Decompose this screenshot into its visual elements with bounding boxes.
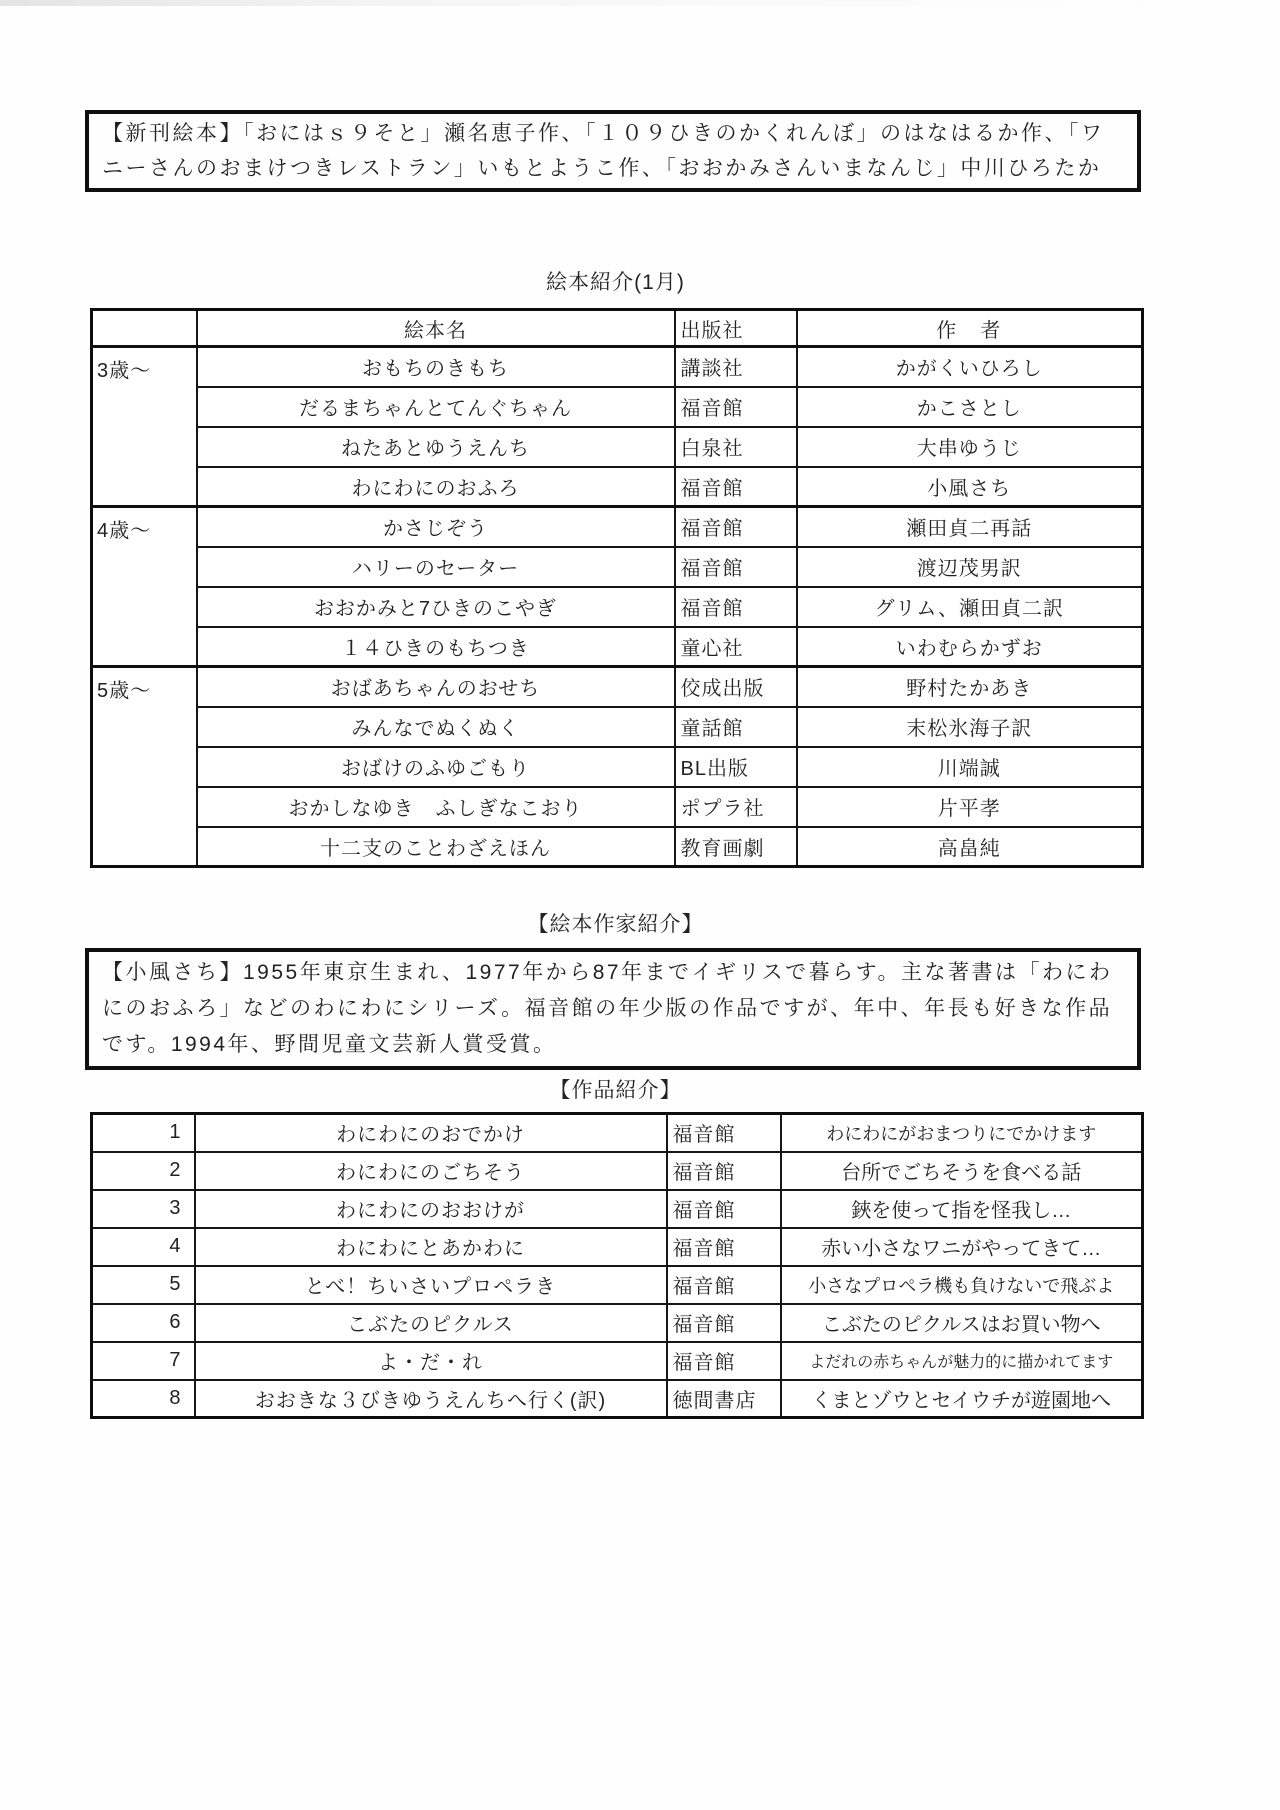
table-row [92, 707, 1143, 747]
table-row [92, 1228, 1143, 1266]
publisher-cell: 福音館 [675, 507, 797, 547]
row-number-cell: 8 [92, 1380, 195, 1418]
author-bio-box: 【小風さち】1955年東京生まれ、1977年から87年までイギリスで暮らす。主な著書は「わにわにのおふろ」などのわにわにシリーズ。福音館の年少版の作品ですが、年中、年長も好きな作品です。1994年、野間児童文芸新人賞受賞。 [85, 948, 1141, 1070]
table-row [92, 827, 1143, 867]
book-title-cell: かさじぞう [197, 507, 675, 547]
publisher-header: 出版社 [675, 310, 797, 347]
publisher-cell: 福音館 [675, 387, 797, 427]
publisher-cell: 徳間書店 [667, 1380, 781, 1418]
publisher-cell: 福音館 [667, 1342, 781, 1380]
table-row [92, 1190, 1143, 1228]
book-title-cell: よ・だ・れ [195, 1342, 667, 1380]
description-cell: くまとゾウとセイウチが遊園地へ [781, 1380, 1143, 1418]
age-group-cell: 3歳〜 [92, 347, 197, 507]
author-cell: 野村たかあき [797, 667, 1143, 707]
book-title-cell: 十二支のことわざえほん [197, 827, 675, 867]
table-row [92, 1304, 1143, 1342]
author-cell: 小風さち [797, 467, 1143, 507]
table-row [92, 787, 1143, 827]
table-row [92, 387, 1143, 427]
publisher-cell: 福音館 [667, 1114, 781, 1152]
author-header: 作 者 [797, 310, 1143, 347]
author-cell: 川端誠 [797, 747, 1143, 787]
book-name-header: 絵本名 [197, 310, 675, 347]
author-cell: 高畠純 [797, 827, 1143, 867]
scan-artifact-top [0, 0, 1280, 6]
author-cell: かがくいひろし [797, 347, 1143, 387]
book-title-cell: わにわにとあかわに [195, 1228, 667, 1266]
publisher-cell: 白泉社 [675, 427, 797, 467]
book-title-cell: だるまちゃんとてんぐちゃん [197, 387, 675, 427]
description-cell: こぶたのピクルスはお買い物へ [781, 1304, 1143, 1342]
table-row [92, 427, 1143, 467]
publisher-cell: 福音館 [675, 547, 797, 587]
book-title-cell: １４ひきのもちつき [197, 627, 675, 667]
row-number-cell: 6 [92, 1304, 195, 1342]
book-title-cell: おもちのきもち [197, 347, 675, 387]
book-title-cell: わにわにのごちそう [195, 1152, 667, 1190]
ehon-table-title: 絵本紹介(1月) [546, 271, 685, 294]
table-row [92, 747, 1143, 787]
book-title-cell: こぶたのピクルス [195, 1304, 667, 1342]
book-title-cell: おばけのふゆごもり [197, 747, 675, 787]
book-title-cell: おかしなゆき ふしぎなこおり [197, 787, 675, 827]
publisher-cell: 福音館 [667, 1228, 781, 1266]
book-title-cell: わにわにのおでかけ [195, 1114, 667, 1152]
publisher-cell: 童話館 [675, 707, 797, 747]
table-row [92, 587, 1143, 627]
author-cell: 大串ゆうじ [797, 427, 1143, 467]
publisher-cell: 教育画劇 [675, 827, 797, 867]
publisher-cell: 講談社 [675, 347, 797, 387]
table-header-row [92, 310, 1143, 347]
description-cell: 台所でごちそうを食べる話 [781, 1152, 1143, 1190]
age-header-cell [92, 310, 197, 347]
book-title-cell: ねたあとゆうえんち [197, 427, 675, 467]
age-group-cell: 5歳〜 [92, 667, 197, 867]
description-cell: よだれの赤ちゃんが魅力的に描かれてます [781, 1342, 1143, 1380]
author-cell: 片平孝 [797, 787, 1143, 827]
works-table [90, 1112, 1144, 1419]
publisher-cell: ポプラ社 [675, 787, 797, 827]
table-row [92, 1380, 1143, 1418]
book-title-cell: とべ！ちいさいプロペラき [195, 1266, 667, 1304]
publisher-cell: 福音館 [675, 467, 797, 507]
row-number-cell: 3 [92, 1190, 195, 1228]
description-cell: 小さなプロペラ機も負けないで飛ぶよ [781, 1266, 1143, 1304]
author-cell: 瀬田貞二再話 [797, 507, 1143, 547]
table-row [92, 627, 1143, 667]
row-number-cell: 5 [92, 1266, 195, 1304]
publisher-cell: 童心社 [675, 627, 797, 667]
row-number-cell: 4 [92, 1228, 195, 1266]
row-number-cell: 1 [92, 1114, 195, 1152]
age-group-cell: 4歳〜 [92, 507, 197, 667]
book-title-cell: おばあちゃんのおせち [197, 667, 675, 707]
new-books-box: 【新刊絵本】「おにはｓ９そと」瀬名恵子作、「１０９ひきのかくれんぼ」のはなはるか作、「ワニーさんのおまけつきレストラン」いもとようこ作、「おおかみさんいまなんじ」中川ひろたか [85, 110, 1141, 192]
table-row [92, 547, 1143, 587]
author-cell: 末松氷海子訳 [797, 707, 1143, 747]
publisher-cell: 佼成出版 [675, 667, 797, 707]
author-cell: 渡辺茂男訳 [797, 547, 1143, 587]
book-title-cell: ハリーのセーター [197, 547, 675, 587]
description-cell: わにわにがおまつりにでかけます [781, 1114, 1143, 1152]
book-title-cell: わにわにのおふろ [197, 467, 675, 507]
table-row [92, 467, 1143, 507]
book-title-cell: おおきな３びきゆうえんちへ行く(訳) [195, 1380, 667, 1418]
publisher-cell: 福音館 [667, 1304, 781, 1342]
works-section-title: 【作品紹介】 [549, 1079, 682, 1102]
table-row [92, 347, 1143, 387]
author-cell: グリム、瀬田貞二訳 [797, 587, 1143, 627]
book-title-cell: おおかみと7ひきのこやぎ [197, 587, 675, 627]
publisher-cell: 福音館 [667, 1266, 781, 1304]
author-cell: かこさとし [797, 387, 1143, 427]
ehon-intro-table [90, 308, 1144, 868]
publisher-cell: 福音館 [667, 1152, 781, 1190]
table-row [92, 507, 1143, 547]
description-cell: 赤い小さなワニがやってきて… [781, 1228, 1143, 1266]
table-row [92, 1152, 1143, 1190]
table-row [92, 1266, 1143, 1304]
table-row [92, 1114, 1143, 1152]
author-section-title: 【絵本作家紹介】 [527, 913, 704, 936]
row-number-cell: 7 [92, 1342, 195, 1380]
publisher-cell: BL出版 [675, 747, 797, 787]
row-number-cell: 2 [92, 1152, 195, 1190]
book-title-cell: みんなでぬくぬく [197, 707, 675, 747]
publisher-cell: 福音館 [675, 587, 797, 627]
table-row [92, 1342, 1143, 1380]
description-cell: 鋏を使って指を怪我し… [781, 1190, 1143, 1228]
table-row [92, 667, 1143, 707]
author-cell: いわむらかずお [797, 627, 1143, 667]
book-title-cell: わにわにのおおけが [195, 1190, 667, 1228]
publisher-cell: 福音館 [667, 1190, 781, 1228]
